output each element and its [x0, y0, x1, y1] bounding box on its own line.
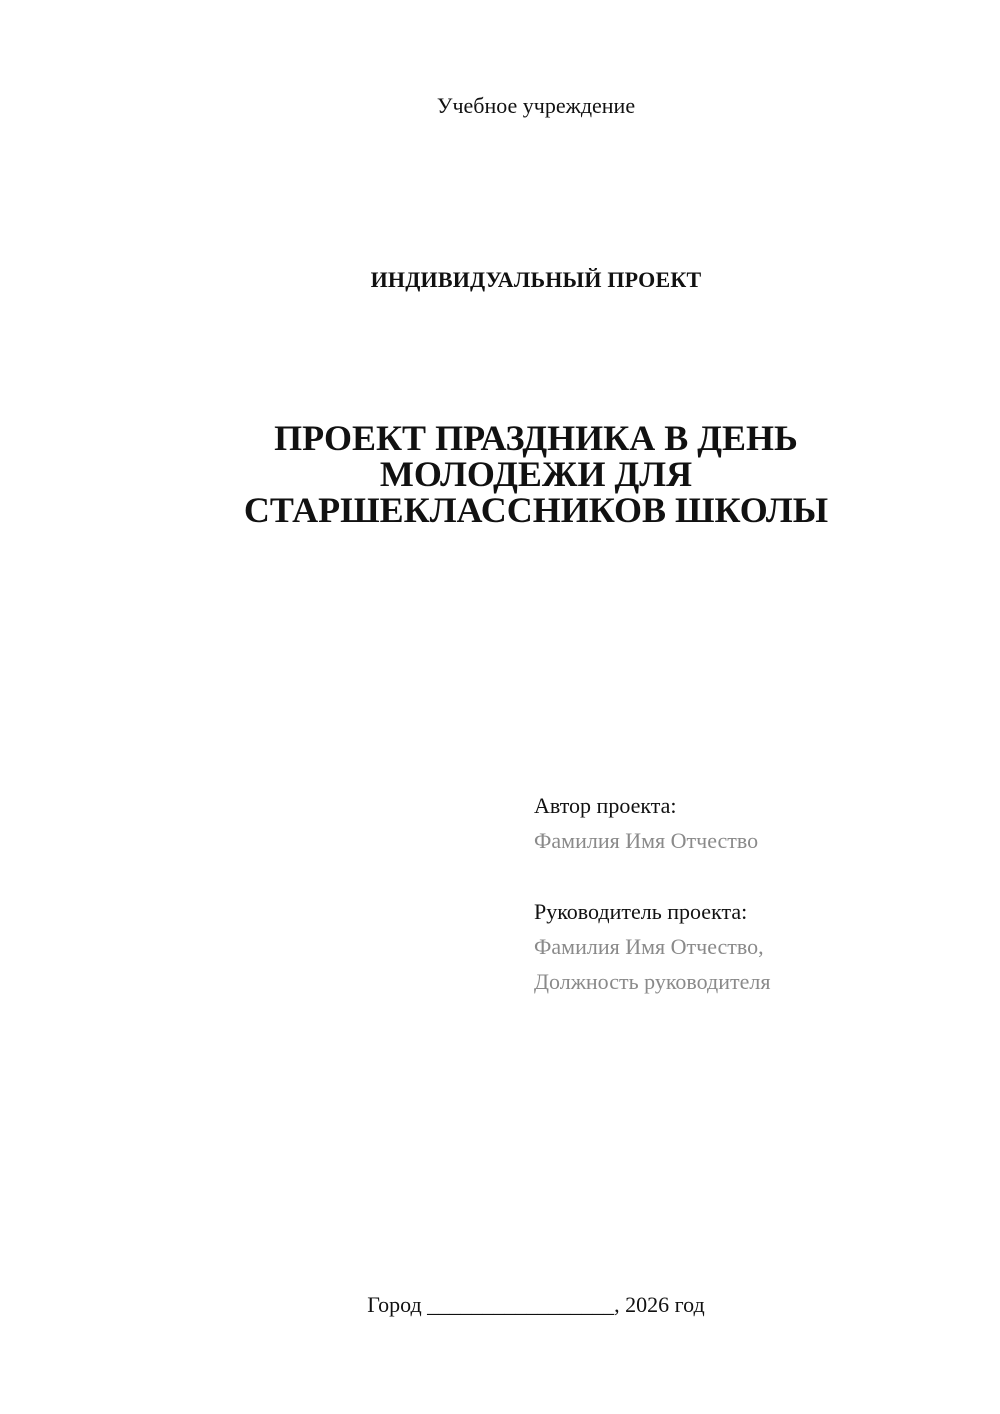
author-name: Фамилия Имя Отчество [534, 828, 759, 853]
project-title-line: ПРОЕКТ ПРАЗДНИКА В ДЕНЬ [274, 418, 798, 458]
project-title-line: МОЛОДЕЖИ ДЛЯ [379, 454, 693, 494]
supervisor-name: Фамилия Имя Отчество, [534, 934, 764, 959]
project-title-line: СТАРШЕКЛАССНИКОВ ШКОЛЫ [243, 490, 829, 530]
credits-spacer [534, 858, 974, 894]
supervisor-position: Должность руководителя [534, 969, 771, 994]
city-year-footer: Город _________________, 2026 год [367, 1292, 705, 1317]
supervisor-label: Руководитель проекта: [534, 899, 748, 924]
author-label: Автор проекта: [534, 793, 677, 818]
project-title [200, 420, 872, 528]
credits-block [534, 788, 974, 999]
project-type-heading: ИНДИВИДУАЛЬНЫЙ ПРОЕКТ [370, 267, 702, 292]
institution-name: Учебное учреждение [436, 93, 636, 118]
